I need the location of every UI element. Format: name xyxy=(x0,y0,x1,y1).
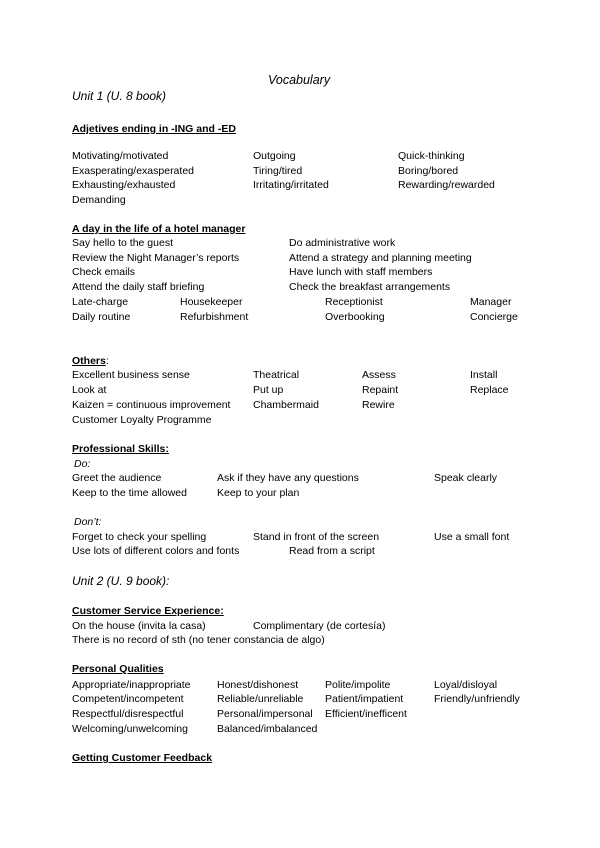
vocab-item: On the house (invita la casa) xyxy=(72,620,206,632)
vocab-item: Late-charge xyxy=(72,296,129,308)
section-heading-customer-service: Customer Service Experience: xyxy=(72,605,224,617)
vocab-item: Concierge xyxy=(470,311,518,323)
section-heading-others-text: Others xyxy=(72,355,106,367)
vocab-item: Rewarding/rewarded xyxy=(398,179,495,191)
vocab-item: Manager xyxy=(470,296,512,308)
vocab-item: Appropriate/inappropriate xyxy=(72,679,191,691)
vocab-item: Irritating/irritated xyxy=(253,179,329,191)
vocab-item: Use a small font xyxy=(434,531,510,543)
vocab-item: Use lots of different colors and fonts xyxy=(72,545,240,557)
vocab-item: Chambermaid xyxy=(253,399,319,411)
vocab-item: Competent/incompetent xyxy=(72,693,184,705)
vocab-item: Exhausting/exhausted xyxy=(72,179,176,191)
vocab-item: Tiring/tired xyxy=(253,165,303,177)
vocab-item: Put up xyxy=(253,384,284,396)
vocab-item: Receptionist xyxy=(325,296,383,308)
vocab-item: Exasperating/exasperated xyxy=(72,165,194,177)
section-heading-others xyxy=(72,354,109,368)
vocab-item: Check the breakfast arrangements xyxy=(289,281,451,293)
section-heading-adjectives: Adjetives ending in -ING and -ED xyxy=(72,123,236,135)
vocab-item: Motivating/motivated xyxy=(72,150,169,162)
vocab-item: Customer Loyalty Programme xyxy=(72,414,212,426)
vocab-item: Reliable/unreliable xyxy=(217,693,304,705)
vocab-item: Speak clearly xyxy=(434,472,498,484)
vocab-item: Refurbishment xyxy=(180,311,249,323)
vocab-item: Rewire xyxy=(362,399,395,411)
vocab-item: Assess xyxy=(362,369,396,381)
vocab-item: Forget to check your spelling xyxy=(72,531,207,543)
vocab-item: Repaint xyxy=(362,384,399,396)
vocab-item: Respectful/disrespectful xyxy=(72,708,184,720)
vocab-item: Have lunch with staff members xyxy=(289,266,433,278)
do-label: Do: xyxy=(74,458,91,470)
vocab-item: Theatrical xyxy=(253,369,300,381)
section-heading-customer-feedback: Getting Customer Feedback xyxy=(72,752,213,764)
unit-2-heading: Unit 2 (U. 9 book): xyxy=(72,574,170,588)
vocab-item: Excellent business sense xyxy=(72,369,190,381)
vocab-item: Housekeeper xyxy=(180,296,243,308)
dont-label: Don’t: xyxy=(74,516,102,528)
vocab-item: Keep to your plan xyxy=(217,487,300,499)
vocab-item: Quick-thinking xyxy=(398,150,465,162)
section-heading-professional-skills: Professional Skills: xyxy=(72,443,169,455)
unit-1-heading: Unit 1 (U. 8 book) xyxy=(72,89,167,103)
vocab-item: Outgoing xyxy=(253,150,296,162)
vocab-item: Ask if they have any questions xyxy=(217,472,359,484)
vocab-item: Loyal/disloyal xyxy=(434,679,498,691)
vocab-item: Friendly/unfriendly xyxy=(434,693,520,705)
vocab-item: Replace xyxy=(470,384,509,396)
section-heading-colon: : xyxy=(105,355,109,367)
vocab-item: Look at xyxy=(72,384,107,396)
vocab-item: Do administrative work xyxy=(289,237,396,249)
vocab-item: Stand in front of the screen xyxy=(253,531,380,543)
vocab-item: Check emails xyxy=(72,266,136,278)
vocab-item: Honest/dishonest xyxy=(217,679,299,691)
vocab-item: Review the Night Manager’s reports xyxy=(72,252,240,264)
vocab-item: Attend the daily staff briefing xyxy=(72,281,205,293)
vocab-item: Patient/impatient xyxy=(325,693,404,705)
vocab-item: Efficient/inefficent xyxy=(325,708,407,720)
page-title: Vocabulary xyxy=(268,73,331,87)
vocab-item: Install xyxy=(470,369,498,381)
vocab-item: Keep to the time allowed xyxy=(72,487,187,499)
vocab-item: Overbooking xyxy=(325,311,385,323)
vocab-item: Kaizen = continuous improvement xyxy=(72,399,231,411)
vocab-item: Personal/impersonal xyxy=(217,708,313,720)
vocab-item: Boring/bored xyxy=(398,165,459,177)
vocab-item: Read from a script xyxy=(289,545,375,557)
vocab-item: Polite/impolite xyxy=(325,679,391,691)
section-heading-hotel-manager: A day in the life of a hotel manager xyxy=(72,223,246,235)
vocab-item: Greet the audience xyxy=(72,472,162,484)
vocab-item: Welcoming/unwelcoming xyxy=(72,723,188,735)
vocab-item: Say hello to the guest xyxy=(72,237,173,249)
vocab-item: Attend a strategy and planning meeting xyxy=(289,252,472,264)
vocab-item: Complimentary (de cortesía) xyxy=(253,620,386,632)
vocab-item: There is no record of sth (no tener constancia de algo) xyxy=(72,634,325,646)
vocab-item: Demanding xyxy=(72,194,126,206)
vocab-item: Daily routine xyxy=(72,311,131,323)
vocab-item: Balanced/imbalanced xyxy=(217,723,318,735)
section-heading-personal-qualities: Personal Qualities xyxy=(72,663,164,675)
